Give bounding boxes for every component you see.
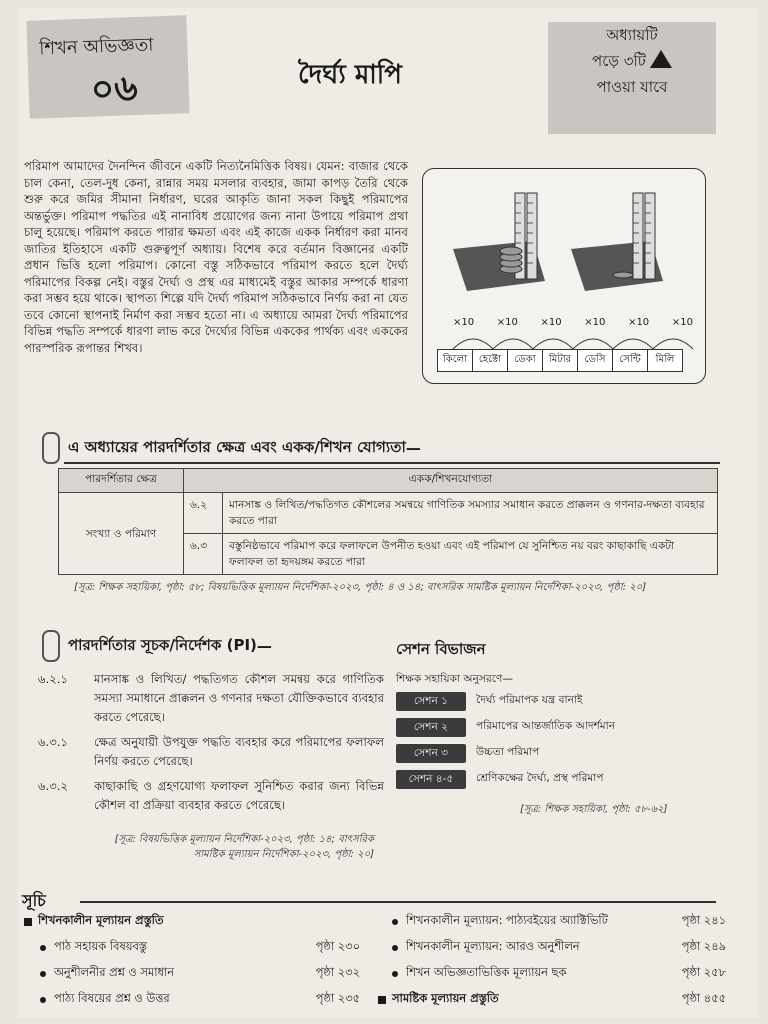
index-item[interactable]: [378, 990, 726, 1009]
multiplier-label: ×10: [540, 317, 562, 328]
code-cell: ৬.৩: [184, 534, 223, 575]
unit-box: ডেকা: [508, 350, 543, 371]
index-item[interactable]: [392, 938, 726, 957]
index-label: শিখনকালীন মূল্যায়ন: আরও অনুশীলন: [406, 939, 580, 953]
code-cell: ৬.২: [184, 493, 223, 534]
text-cell: মানসাঙ্ক ও লিখিত/পদ্ধতিগত কৌশলের সমন্বয়ে গাণিতিক সমস্যার সমাধান করতে প্রাক্কলন ও গণনার-দক্ষতা ব্যবহার করতে পারা: [223, 493, 718, 534]
index-item[interactable]: [24, 912, 354, 931]
session-text: উচ্চতা পরিমাপ: [476, 746, 540, 758]
unit-chain: [437, 349, 683, 372]
pi-source: [সূত্র: বিষয়ভিত্তিক মূল্যায়ন নির্দেশিকা-২০২৩, পৃষ্ঠা: ১৪; বাৎসরিক সামষ্টিক মূল্যায়ন নির্দেশিকা-২০২৩, পৃষ্ঠা: ২০]: [114, 834, 374, 860]
index-title: সূচি: [22, 891, 46, 910]
index-label: অনুশীলনীর প্রশ্ন ও সমাধান: [54, 965, 175, 979]
list-item: [38, 777, 384, 815]
session-row: [396, 744, 539, 763]
tag-number: ০৬: [90, 67, 139, 111]
index-page: পৃষ্ঠা ৪৫৫: [681, 991, 726, 1005]
dot-bullet-icon: [40, 997, 46, 1003]
index-label: শিখনকালীন মূল্যায়ন: পাঠ্যবইয়ের অ্যাক্টিভিটি: [406, 913, 608, 927]
session-badge: সেশন ৩: [396, 744, 466, 763]
learning-experience-tag: [26, 15, 189, 119]
note-line-1: অধ্যায়টি: [606, 26, 658, 44]
index-page: পৃষ্ঠা ২৩০: [315, 939, 360, 953]
area-cell: সংখ্যা ও পরিমাণ: [59, 493, 184, 575]
column-header-unit: একক/শিখনযোগ্যতা: [184, 469, 718, 493]
competency-source: [সূত্র: শিক্ষক সহায়িকা, পৃষ্ঠা: ৫৮; বিষয়ভিত্তিক মূল্যায়ন নির্দেশিকা-২০২৩, পৃষ্ঠা: ৪ ও ১৪; বাৎসরিক সামষ্টিক মূল্যায়ন নির্দেশিকা-২০২৩, পৃষ্ঠা: ২০]: [74, 582, 647, 593]
index-item[interactable]: [40, 938, 360, 957]
multiplier-label: ×10: [496, 317, 518, 328]
multiplier-label: ×10: [453, 317, 475, 328]
session-text: শ্রেণিকক্ষের দৈর্ঘ্য, প্রস্থ পরিমাপ: [476, 772, 604, 784]
index-item[interactable]: [392, 912, 726, 931]
multiplier-label: ×10: [628, 317, 650, 328]
square-bullet-icon: [378, 996, 386, 1004]
pi-code: ৬.৩.১: [38, 735, 68, 749]
index-label: শিখন অভিজ্ঞতাভিত্তিক মূল্যায়ন ছক: [406, 965, 567, 979]
index-page: পৃষ্ঠা ২৩৫: [315, 991, 360, 1005]
index-label: শিখনকালীন মূল্যায়ন প্রস্তুতি: [38, 913, 164, 927]
index-item[interactable]: [392, 964, 726, 983]
paperclip-icon: [42, 432, 60, 464]
divider: [64, 462, 720, 464]
session-text: দৈর্ঘ্য পরিমাপক যন্ত্র বানাই: [476, 694, 583, 706]
index-label: সামষ্টিক মূল্যায়ন প্রস্তুতি: [392, 991, 499, 1005]
chapter-title: দৈর্ঘ্য মাপি: [298, 60, 402, 90]
dot-bullet-icon: [392, 945, 398, 951]
table-header-row: [59, 469, 718, 493]
pi-heading: পারদর্শিতার সূচক/নির্দেশক (PI) —: [42, 630, 272, 662]
square-bullet-icon: [24, 918, 32, 926]
multiplier-row: [453, 317, 693, 328]
unit-box: সেন্টি: [613, 350, 648, 371]
index-label: পাঠ্য বিষয়ের প্রশ্ন ও উত্তর: [54, 991, 170, 1005]
text-cell: বস্তুনিষ্ঠভাবে পরিমাপ করে ফলাফলে উপনীত হওয়া এবং এই পরিমাপ যে সুনিশ্চিত নয় বরং কাছাকাছি একটা ফলাফল তা হৃদয়ঙ্গম করতে পারা: [223, 534, 718, 575]
pi-code: ৬.২.১: [38, 672, 68, 686]
table-row: [59, 493, 718, 534]
session-badge: সেশন ৪-৫: [396, 770, 466, 789]
multiplier-label: ×10: [671, 317, 693, 328]
session-badge: সেশন ১: [396, 692, 466, 711]
competency-title: এ অধ্যায়ের পারদর্শিতার ক্ষেত্র এবং একক/শিখন যোগ্যতা: [68, 437, 406, 456]
list-item: [38, 670, 384, 727]
index-page: পৃষ্ঠা ২৪১: [681, 913, 726, 927]
sessions-source: [সূত্র: শিক্ষক সহায়িকা, পৃষ্ঠা: ৫৮-৬২]: [520, 804, 668, 815]
page: [18, 8, 758, 1018]
pi-code: ৬.৩.২: [38, 779, 68, 793]
tag-title: শিখন অভিজ্ঞতা: [38, 34, 154, 60]
paperclip-icon: [42, 630, 60, 662]
index-page: পৃষ্ঠা ২৩২: [315, 965, 360, 979]
unit-box: মিটার: [543, 350, 578, 371]
session-text: পরিমাপের আন্তর্জাতিক আদর্শমান: [476, 720, 616, 732]
dot-bullet-icon: [40, 971, 46, 977]
session-row: [396, 770, 604, 789]
competency-table: [58, 468, 718, 575]
pi-text: মানসাঙ্ক ও লিখিত/ পদ্ধতিগত কৌশল সমন্বয় করে গাণিতিক সমস্যা সমাধানে প্রাক্কলন ও গণনার দক্ষতা যৌক্তিকভাবে ব্যবহার করতে পেরেছে।: [94, 672, 384, 724]
pi-text: কাছাকাছি ও গ্রহণযোগ্য ফলাফল সুনিশ্চিত করার জন্য বিভিন্ন কৌশল বা প্রক্রিয়া ব্যবহার করতে পেরেছে।: [94, 779, 384, 812]
pi-text: ক্ষেত্র অনুযায়ী উপযুক্ত পদ্ধতি ব্যবহার করে পরিমাপের ফলাফল নির্ণয় করতে পেরেছে।: [94, 735, 384, 768]
measurement-figure: [422, 168, 706, 384]
index-item[interactable]: [40, 964, 360, 983]
sessions-title: সেশন বিভাজন: [396, 640, 486, 658]
unit-box: মিলি: [655, 354, 675, 365]
sessions-note: শিক্ষক সহায়িকা অনুসরণে—: [396, 673, 513, 685]
unit-box: কিলো: [438, 350, 473, 371]
divider: [80, 901, 716, 903]
unit-box: হেক্টো: [473, 350, 508, 371]
index-page: পৃষ্ঠা ২৫৮: [681, 965, 726, 979]
dot-bullet-icon: [40, 945, 46, 951]
chapter-note-tag: [548, 22, 716, 134]
pi-list: [38, 670, 384, 821]
session-badge: সেশন ২: [396, 718, 466, 737]
column-header-area: পারদর্শিতার ক্ষেত্র: [59, 469, 184, 493]
note-line-2: পড়ে ৩টি: [548, 48, 716, 74]
dot-bullet-icon: [392, 971, 398, 977]
multiplier-label: ×10: [584, 317, 606, 328]
triangle-icon: [650, 50, 672, 68]
competency-heading: এ অধ্যায়ের পারদর্শিতার ক্ষেত্র এবং একক/শিখন যোগ্যতা —: [42, 432, 421, 464]
dot-bullet-icon: [392, 919, 398, 925]
index-page: পৃষ্ঠা ২৪৯: [681, 939, 726, 953]
note-line-3: পাওয়া যাবে: [596, 78, 668, 96]
list-item: [38, 733, 384, 771]
index-label: পাঠ সহায়ক বিষয়বস্তু: [54, 939, 147, 953]
pi-title: পারদর্শিতার সূচক/নির্দেশক (PI): [68, 635, 257, 654]
unit-box: ডেসি: [578, 350, 613, 371]
session-row: [396, 692, 583, 711]
index-item[interactable]: [40, 990, 360, 1009]
session-row: [396, 718, 615, 737]
intro-paragraph: পরিমাপ আমাদের দৈনন্দিন জীবনে একটি নিত্যনৈমিত্তিক বিষয়। যেমন: বাজার থেকে চাল কেনা, তেল-দুধ কেনা, রান্নার সময় মসলার ব্যবহার, জামা কাপড় তৈরি থেকে শুরু করে জমির সীমানা নির্ধারণ, ঘরের আকৃতি জানা সকল কিছুই পরিমাপের অন্তর্ভুক্ত। পরিমাপ পদ্ধতির এই নানাবিধ প্রয়োগের জন্য নানা উপায়ে পরিমাপ প্রথা চালু হয়েছে। পরিমাপ করতে পারার ক্ষমতা এবং এই কাজে একক নির্ধারণ করা মানব জাতির ইতিহাসে একটি গুরুত্বপূর্ণ অধ্যায়। বিশেষ করে বর্তমান বিজ্ঞানের একটি প্রধান ভিত্তি হলো পরিমাপ। কোনো বস্তু সঠিকভাবে পরিমাপ করতে হলে দৈর্ঘ্য পরিমাপের বিকল্প নেই। বস্তুর দৈর্ঘ্য ও প্রস্থ এর মাধ্যমেই বস্তুর আকার সম্পর্কে ধারণা করা সম্ভব হয়ে থাকে। স্থাপত্য শিল্পে যদি দৈর্ঘ্য পরিমাপ সঠিকভাবে নির্ণয় করা না যেত তবে কোনো স্থাপনাই নির্মাণ করা সম্ভব হতো না। এ অধ্যায়ে আমরা দৈর্ঘ্য পরিমাপের বিভিন্ন পদ্ধতি সম্পর্কে ধারণা লাভ করে দৈর্ঘ্যের বিভিন্ন এককের পার্থক্য এবং এককের পারস্পরিক রূপান্তর শিখব।: [24, 159, 408, 355]
